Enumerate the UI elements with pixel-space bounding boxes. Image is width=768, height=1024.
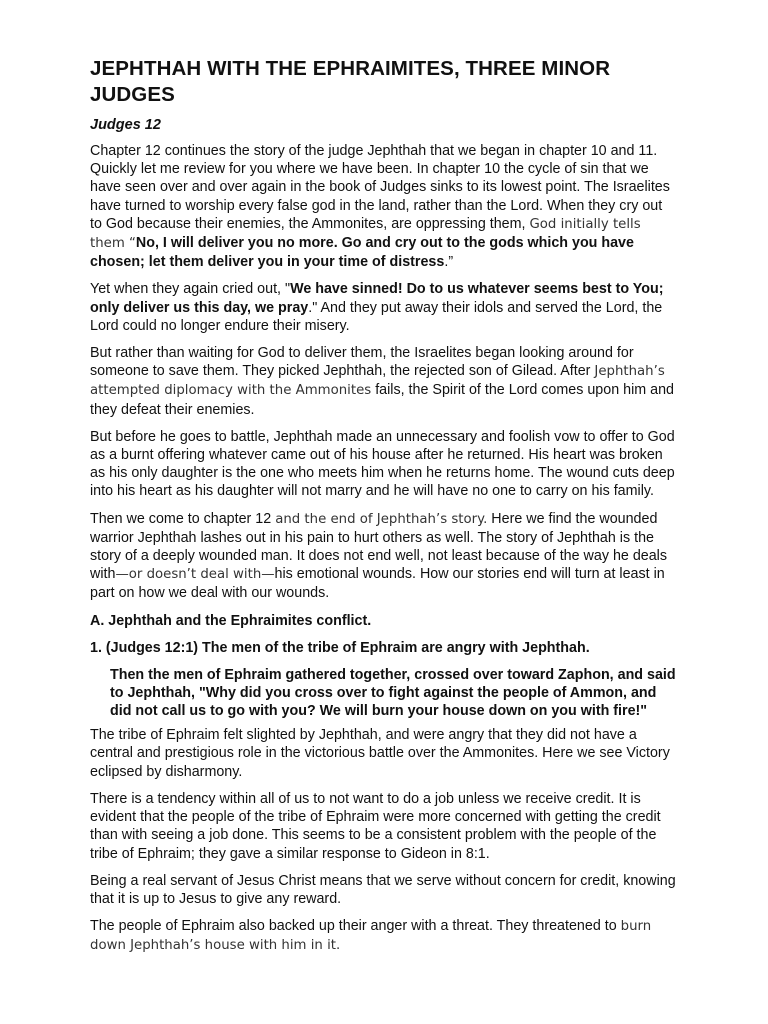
paragraph-intro-lite: God initially tells them “ [90, 216, 641, 252]
paragraph-cry-text: Yet when they again cried out, " [90, 281, 291, 298]
paragraph-chapter-12-mid: Here we find the wounded warrior Jephthah lashes out in his pain to hurt others as well. The story of Jephthah is the story of a deeply wounded man. It does not end well, not least because of the way he deals with [90, 510, 668, 583]
page-subtitle: Judges 12 [90, 117, 161, 133]
paragraph-jephthah-chosen-lite: Jephthah’s attempted diplomacy with the Ammonites [90, 364, 665, 399]
paragraph-chapter-12-lite-2: —or doesn’t deal with— [115, 567, 275, 583]
paragraph-threat [90, 917, 678, 955]
page-title: JEPHTHAH WITH THE EPHRAIMITES, THREE MINOR JUDGES [90, 57, 611, 106]
paragraph-cry [90, 280, 678, 335]
paragraph-chapter-12-end: his emotional wounds. How our stories end will turn at least in part on how we deal with our wounds. [90, 566, 665, 602]
paragraph-intro-bold: No, I will deliver you no more. Go and cry out to the gods which you have chosen; let them deliver you in your time of distress [90, 235, 634, 271]
paragraph-jephthah-chosen-end: fails, the Spirit of the Lord comes upon him and they defeat their enemies. [90, 382, 674, 418]
paragraph-chapter-12-text: Then we come to chapter 12 [90, 510, 272, 527]
paragraph-jephthah-chosen-text: But rather than waiting for God to deliver them, the Israelites began looking around for someone to save them. They picked Jephthah, the rejected son of Gilead. After [90, 345, 634, 380]
paragraph-intro [90, 142, 678, 271]
section-heading-a: A. Jephthah and the Ephraimites conflict. [90, 612, 372, 629]
paragraph-intro-text: Chapter 12 continues the story of the judge Jephthah that we began in chapter 10 and 11. Quickly let me review for you where we have been. In chapter 10 the cycle of sin that we have seen over and over again in the book of Judges sinks to its lowest point. The Israelites have turned to worship every false god in the land, rather than the Lord. When they cry out to God because their enemies, the Ammonites, are oppressing them, [90, 143, 670, 232]
paragraph-cry-bold: We have sinned! Do to us whatever seems best to You; only deliver us this day, we pray [90, 281, 664, 316]
paragraph-vow: But before he goes to battle, Jephthah made an unnecessary and foolish vow to offer to God as a burnt offering whatever came out of his house after he returned. His heart was broken as his only daughter is the one who meets him when he returns home. The wound cuts deep into his heart as his daughter will not marry and he will have no one to carry on his family. [90, 428, 675, 500]
paragraph-chapter-12 [90, 510, 678, 603]
paragraph-intro-end: .” [444, 254, 454, 271]
paragraph-chapter-12-lite: and the end of Jephthah’s story. [275, 511, 488, 527]
point-heading-1: 1. (Judges 12:1) The men of the tribe of Ephraim are angry with Jephthah. [90, 639, 590, 656]
paragraph-servant: Being a real servant of Jesus Christ means that we serve without concern for credit, knowing that it is up to Jesus to give any reward. [90, 872, 676, 907]
paragraph-jephthah-chosen [90, 344, 678, 419]
paragraph-slighted: The tribe of Ephraim felt slighted by Jephthah, and were angry that they did not have a central and prestigious role in the victorious battle over the Ammonites. Here we see Victory eclipsed by disharmony. [90, 727, 670, 780]
paragraph-cry-end: ." And they put away their idols and served the Lord, the Lord could no longer endure their misery. [90, 299, 663, 334]
paragraph-credit: There is a tendency within all of us to not want to do a job unless we receive credit. It is evident that the people of the tribe of Ephraim were more concerned with getting the credit than with seeing a job done. This seems to be a consistent problem with the people of the tribe of Ephraim; they gave a similar response to Gideon in 8:1. [90, 790, 661, 862]
paragraph-threat-lite: burn down Jephthah’s house with him in it. [90, 919, 652, 954]
scripture-quote: Then the men of Ephraim gathered together, crossed over toward Zaphon, and said to Jephthah, "Why did you cross over to fight against the people of Ammon, and did not call us to go with you? We will burn your house down on you with fire!" [110, 666, 676, 720]
paragraph-threat-text: The people of Ephraim also backed up their anger with a threat. They threatened to [90, 918, 617, 935]
